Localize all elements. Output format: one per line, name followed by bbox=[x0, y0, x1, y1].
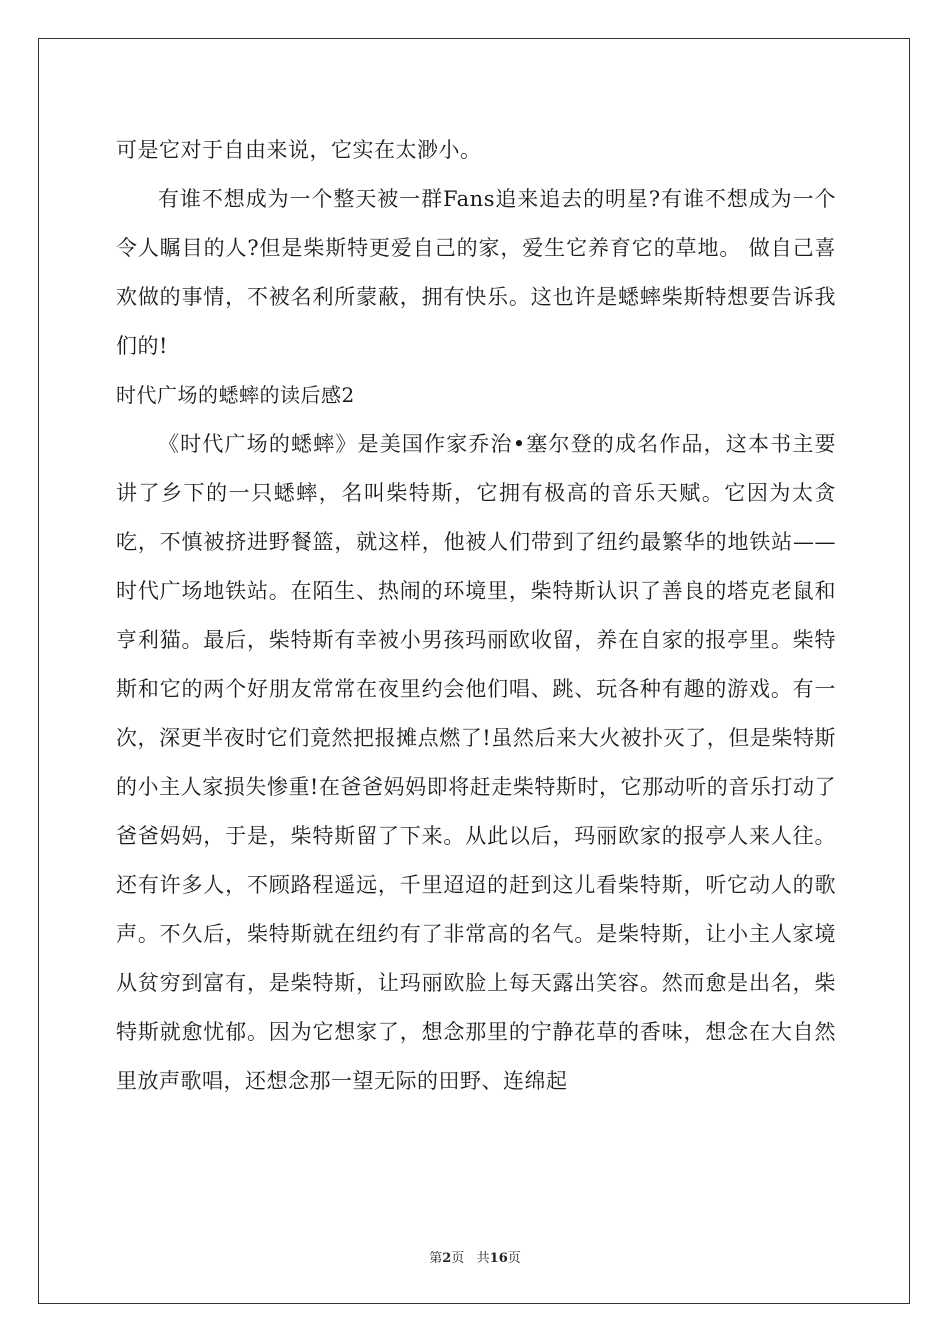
paragraph-2: 有谁不想成为一个整天被一群Fans追来追去的明星?有谁不想成为一个令人瞩目的人?但是柴斯特更爱自己的家，爱生它养育它的草地。 做自己喜欢做的事情，不被名利所蒙蔽，拥有快乐。这也许是蟋蟀柴斯特想要告诉我们的! bbox=[116, 187, 836, 358]
paragraph-3: 《时代广场的蟋蟀》是美国作家乔治•塞尔登的成名作品，这本书主要讲了乡下的一只蟋蟀，名叫柴特斯，它拥有极高的音乐天赋。它因为太贪吃，不慎被挤进野餐篮，就这样，他被人们带到了纽约最繁华的地铁站——时代广场地铁站。在陌生、热闹的环境里，柴特斯认识了善良的塔克老鼠和亨利猫。最后，柴特斯有幸被小男孩玛丽欧收留，养在自家的报亭里。柴特斯和它的两个好朋友常常在夜里约会他们唱、跳、玩各种有趣的游戏。有一次，深更半夜时它们竟然把报摊点燃了!虽然后来大火被扑灭了，但是柴特斯的小主人家损失惨重!在爸爸妈妈即将赶走柴特斯时，它那动听的音乐打动了爸爸妈妈，于是，柴特斯留了下来。从此以后，玛丽欧家的报亭人来人往。还有许多人，不顾路程遥远，千里迢迢的赶到这儿看柴特斯，听它动人的歌声。不久后，柴特斯就在纽约有了非常高的名气。是柴特斯，让小主人家境从贫穷到富有，是柴特斯，让玛丽欧脸上每天露出笑容。然而愈是出名，柴特斯就愈忧郁。因为它想家了，想念那里的宁静花草的香味，想念在大自然里放声歌唱，还想念那一望无际的田野、连绵起 bbox=[116, 432, 836, 1093]
section-heading: 时代广场的蟋蟀的读后感2 bbox=[116, 383, 355, 407]
document-body bbox=[116, 126, 836, 1106]
footer-current-page: 2 bbox=[442, 1251, 452, 1266]
footer-suffix: 页 bbox=[507, 1251, 521, 1266]
page-footer bbox=[0, 1247, 950, 1266]
footer-total-pages: 16 bbox=[489, 1251, 508, 1266]
footer-mid: 页 共 bbox=[451, 1251, 490, 1266]
footer-prefix: 第 bbox=[429, 1251, 443, 1266]
paragraph-1: 可是它对于自由来说，它实在太渺小。 bbox=[116, 138, 482, 162]
